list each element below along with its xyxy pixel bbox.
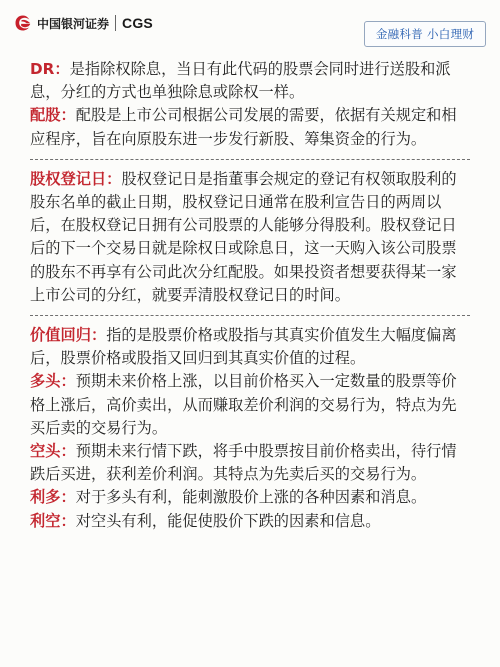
glossary-entry-long: [30, 370, 470, 440]
glossary-content: [30, 58, 470, 533]
glossary-entry-rights-issue: [30, 104, 470, 150]
glossary-entry-value-reversion: [30, 324, 470, 370]
glossary-definition: 配股是上市公司根据公司发展的需要，依据有关规定和相应程序，旨在向原股东进一步发行新股、筹集资金的行为。: [30, 106, 457, 148]
cgs-logo: [14, 14, 153, 32]
logo-divider: [115, 15, 116, 31]
category-badge: 金融科普 小白理财: [364, 21, 486, 47]
glossary-entry-record-date: [30, 168, 470, 307]
glossary-entry-short: [30, 440, 470, 486]
glossary-entry-dr: [30, 58, 470, 104]
glossary-entry-bullish-news: [30, 486, 470, 509]
section-divider: [30, 159, 470, 160]
glossary-term: 股权登记日：: [30, 169, 122, 188]
logo-english-text: CGS: [122, 15, 153, 31]
glossary-entry-bearish-news: [30, 510, 470, 533]
glossary-definition: 指的是股票价格或股指与其真实价值发生大幅度偏离后，股票价格或股指又回归到其真实价值的过程。: [30, 326, 457, 368]
glossary-definition: 对于多头有利，能刺激股价上涨的各种因素和消息。: [75, 488, 427, 507]
glossary-term: 多头：: [30, 372, 76, 391]
glossary-term: 利空：: [30, 511, 76, 530]
glossary-definition: 是指除权除息，当日有此代码的股票会同时进行送股和派息，分红的方式也单独除息或除权一样。: [30, 60, 451, 102]
glossary-definition: 对空头有利，能促使股价下跌的因素和信息。: [75, 511, 381, 530]
glossary-term: 利多：: [30, 488, 76, 507]
glossary-term: 配股：: [30, 106, 76, 125]
glossary-definition: 预期未来行情下跌，将手中股票按目前价格卖出，待行情跌后买进，获利差价利润。其特点为先卖后买的交易行为。: [30, 442, 457, 484]
glossary-definition: 预期未来价格上涨，以目前价格买入一定数量的股票等价格上涨后，高价卖出，从而赚取差价利润的交易行为，特点为先买后卖的交易行为。: [30, 372, 457, 437]
section-divider: [30, 315, 470, 316]
header: [14, 14, 486, 50]
glossary-term: DR：: [30, 60, 70, 78]
logo-mark-icon: [14, 14, 32, 32]
glossary-term: 空头：: [30, 442, 76, 461]
logo-chinese-text: 中国银河证券: [37, 16, 110, 31]
glossary-term: 价值回归：: [30, 326, 107, 345]
glossary-definition: 股权登记日是指董事会规定的登记有权领取股利的股东名单的截止日期，股权登记日通常在股利宣告日的两周以后，在股权登记日拥有公司股票的人能够分得股利。股权登记日后的下一个交易日就是除权日或除息日，这一天购入该公司股票的股东不再享有公司此次分红配股。如果投资者想要获得某一家上市公司的分红，就要弄清股权登记日的时间。: [30, 169, 457, 304]
